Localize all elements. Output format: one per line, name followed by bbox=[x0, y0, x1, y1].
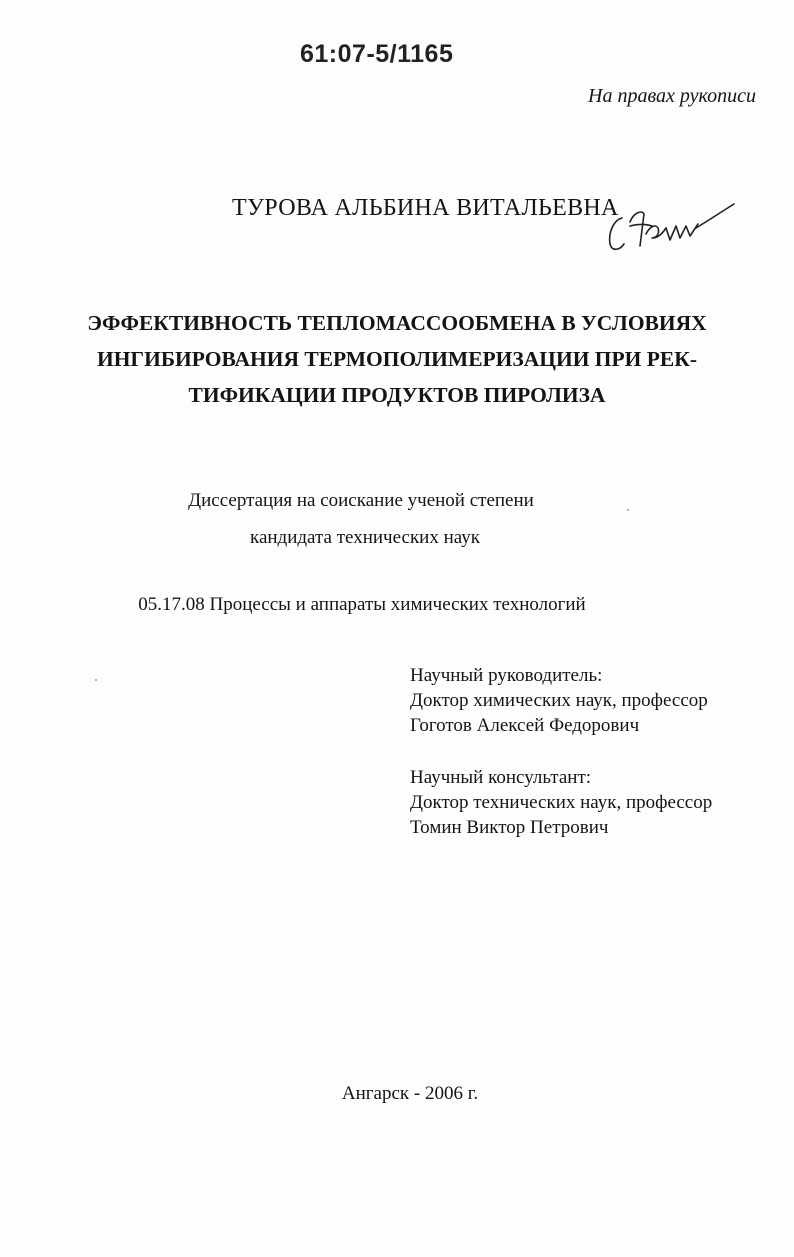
consultant-name: Томин Виктор Петрович bbox=[410, 817, 609, 838]
rights-note: На правах рукописи bbox=[588, 85, 756, 107]
dissertation-title bbox=[60, 305, 734, 413]
author-name: ТУРОВА АЛЬБИНА ВИТАЛЬЕВНА bbox=[232, 195, 619, 221]
degree-line: кандидата технических наук bbox=[250, 527, 480, 548]
scan-speck bbox=[627, 509, 629, 511]
title-line: ТИФИКАЦИИ ПРОДУКТОВ ПИРОЛИЗА bbox=[188, 383, 606, 407]
library-stamp-number: 61:07-5/1165 bbox=[300, 40, 454, 68]
city-year: Ангарск - 2006 г. bbox=[341, 1083, 479, 1104]
consultant-role: Научный консультант: bbox=[410, 767, 592, 788]
consultant-block bbox=[410, 765, 712, 840]
supervisor-role: Научный руководитель: bbox=[410, 665, 603, 686]
title-line: ИНГИБИРОВАНИЯ ТЕРМОПОЛИМЕРИЗАЦИИ ПРИ РЕК- bbox=[96, 347, 697, 371]
supervisor-name: Гоготов Алексей Федорович bbox=[410, 715, 640, 736]
signature-icon bbox=[600, 198, 740, 268]
consultant-degree: Доктор технических наук, профессор bbox=[410, 792, 713, 813]
title-line: ЭФФЕКТИВНОСТЬ ТЕПЛОМАССООБМЕНА В УСЛОВИЯХ bbox=[87, 311, 707, 335]
supervisor-block bbox=[410, 663, 708, 738]
scan-speck bbox=[95, 679, 97, 681]
dissertation-line: Диссертация на соискание ученой степени bbox=[188, 490, 534, 511]
specialty-line: 05.17.08 Процессы и аппараты химических технологий bbox=[138, 594, 586, 615]
supervisor-degree: Доктор химических наук, профессор bbox=[410, 690, 708, 711]
